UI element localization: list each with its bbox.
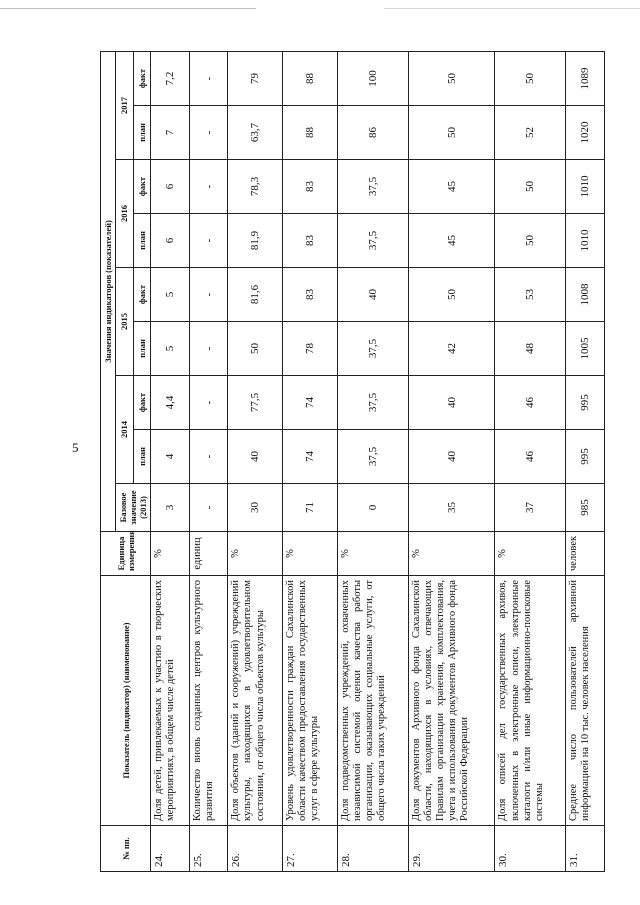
fact-value: 83 xyxy=(283,268,338,322)
fact-value: 6 xyxy=(151,160,190,214)
row-number: 26. xyxy=(228,826,283,872)
plan-value: 1010 xyxy=(566,214,605,268)
fact-value: 79 xyxy=(228,51,283,105)
fact-value: 53 xyxy=(495,268,566,322)
unit-cell: % xyxy=(495,532,566,576)
plan-value: 78 xyxy=(283,322,338,376)
header-plan: план xyxy=(133,430,151,484)
plan-value: 37,5 xyxy=(337,322,408,376)
plan-value: 63,7 xyxy=(228,106,283,160)
header-unit: Единица измерения xyxy=(101,532,151,576)
base-value: - xyxy=(189,484,228,532)
fact-value: 81,6 xyxy=(228,268,283,322)
unit-cell: % xyxy=(151,532,190,576)
scan-artifact-line xyxy=(0,8,640,9)
fact-value: 50 xyxy=(495,160,566,214)
fact-value: 88 xyxy=(283,51,338,105)
fact-value: 78,3 xyxy=(228,160,283,214)
header-plan: план xyxy=(133,322,151,376)
unit-cell: % xyxy=(283,532,338,576)
header-fact: факт xyxy=(133,376,151,430)
plan-value: - xyxy=(189,430,228,484)
indicator-name: Доля описей дел государственных архивов, включенных в электронные описи, электронные каталоги и/или иные информационно-поисковые системы xyxy=(495,576,566,826)
table-body xyxy=(151,51,605,871)
plan-value: 37,5 xyxy=(337,430,408,484)
plan-value: - xyxy=(189,106,228,160)
base-value: 985 xyxy=(566,484,605,532)
header-indicator: Показатель (индикатор) (наименование) xyxy=(101,576,151,826)
fact-value: 7,2 xyxy=(151,51,190,105)
table-row xyxy=(228,51,283,871)
header-year-2017: 2017 xyxy=(116,51,134,159)
rotated-table-container xyxy=(100,52,600,872)
fact-value: 74 xyxy=(283,376,338,430)
fact-value: 46 xyxy=(495,376,566,430)
header-fact: факт xyxy=(133,160,151,214)
fact-value: 40 xyxy=(408,376,495,430)
base-value: 3 xyxy=(151,484,190,532)
fact-value: 1008 xyxy=(566,268,605,322)
fact-value: 37,5 xyxy=(337,160,408,214)
fact-value: 83 xyxy=(283,160,338,214)
plan-value: 83 xyxy=(283,214,338,268)
base-value: 0 xyxy=(337,484,408,532)
row-number: 25. xyxy=(189,826,228,872)
plan-value: 48 xyxy=(495,322,566,376)
indicator-name: Доля детей, привлекаемых к участию в творческих мероприятиях, в общем числе детей xyxy=(151,576,190,826)
base-value: 71 xyxy=(283,484,338,532)
plan-value: 46 xyxy=(495,430,566,484)
indicators-table xyxy=(100,51,605,872)
table-row xyxy=(189,51,228,871)
plan-value: 81,9 xyxy=(228,214,283,268)
plan-value: 995 xyxy=(566,430,605,484)
fact-value: - xyxy=(189,268,228,322)
indicator-name: Количество вновь созданных центров культурного развития xyxy=(189,576,228,826)
fact-value: 45 xyxy=(408,160,495,214)
plan-value: 40 xyxy=(228,430,283,484)
table-row xyxy=(151,51,190,871)
unit-cell: % xyxy=(228,532,283,576)
header-plan: план xyxy=(133,214,151,268)
fact-value: - xyxy=(189,51,228,105)
fact-value: 77,5 xyxy=(228,376,283,430)
table-row xyxy=(495,51,566,871)
base-value: 37 xyxy=(495,484,566,532)
row-number: 24. xyxy=(151,826,190,872)
plan-value: 7 xyxy=(151,106,190,160)
fact-value: - xyxy=(189,376,228,430)
plan-value: 37,5 xyxy=(337,214,408,268)
plan-value: 86 xyxy=(337,106,408,160)
fact-value: 100 xyxy=(337,51,408,105)
header-fact: факт xyxy=(133,268,151,322)
indicator-name: Доля объектов (зданий и сооружений) учреждений культуры, находящихся в удовлетворительном состоянии, от общего числа объектов культуры xyxy=(228,576,283,826)
plan-value: - xyxy=(189,322,228,376)
page-number: 5 xyxy=(72,440,79,455)
header-values-group: Значения индикаторов (показателей) xyxy=(101,51,116,531)
plan-value: - xyxy=(189,214,228,268)
indicator-name: Доля подведомственных учреждений, охваченных независимой системой оценки качества работы организации, оказывающих социальные услуги, от общего числа таких учреждений xyxy=(337,576,408,826)
row-number: 27. xyxy=(283,826,338,872)
indicator-name: Среднее число пользователей архивной информацией на 10 тыс. человек населения xyxy=(566,576,605,826)
fact-value: 1010 xyxy=(566,160,605,214)
plan-value: 50 xyxy=(408,106,495,160)
row-number: 30. xyxy=(495,826,566,872)
fact-value: 4,4 xyxy=(151,376,190,430)
base-value: 30 xyxy=(228,484,283,532)
plan-value: 42 xyxy=(408,322,495,376)
table-row xyxy=(566,51,605,871)
row-number: 31. xyxy=(566,826,605,872)
row-number: 29. xyxy=(408,826,495,872)
fact-value: 37,5 xyxy=(337,376,408,430)
fact-value: 995 xyxy=(566,376,605,430)
row-number: 28. xyxy=(337,826,408,872)
header-base: Базовое значение (2013) xyxy=(116,484,151,532)
unit-cell: % xyxy=(337,532,408,576)
header-fact: факт xyxy=(133,51,151,105)
plan-value: 74 xyxy=(283,430,338,484)
plan-value: 50 xyxy=(228,322,283,376)
table-row xyxy=(337,51,408,871)
header-row-1 xyxy=(101,51,116,871)
table-row xyxy=(283,51,338,871)
plan-value: 6 xyxy=(151,214,190,268)
plan-value: 50 xyxy=(495,214,566,268)
plan-value: 1020 xyxy=(566,106,605,160)
table-header xyxy=(101,51,151,871)
indicator-name: Уровень удовлетворенности граждан Сахалинской области качеством предоставления государственных услуг в сфере культуры xyxy=(283,576,338,826)
header-year-2014: 2014 xyxy=(116,376,134,484)
header-year-2015: 2015 xyxy=(116,268,134,376)
fact-value: - xyxy=(189,160,228,214)
fact-value: 5 xyxy=(151,268,190,322)
plan-value: 52 xyxy=(495,106,566,160)
fact-value: 50 xyxy=(408,51,495,105)
plan-value: 5 xyxy=(151,322,190,376)
fact-value: 50 xyxy=(408,268,495,322)
table-row xyxy=(408,51,495,871)
fact-value: 1089 xyxy=(566,51,605,105)
base-value: 35 xyxy=(408,484,495,532)
plan-value: 1005 xyxy=(566,322,605,376)
plan-value: 4 xyxy=(151,430,190,484)
unit-cell: единиц xyxy=(189,532,228,576)
unit-cell: % xyxy=(408,532,495,576)
fact-value: 40 xyxy=(337,268,408,322)
plan-value: 88 xyxy=(283,106,338,160)
indicator-name: Доля документов Архивного фонда Сахалинской области, находящихся в условиях, отвечающих Правилам организации хранения, комплектования, учета и использования документов Архивного фонда Российской Федерации xyxy=(408,576,495,826)
header-num: № пп. xyxy=(101,826,151,872)
header-plan: план xyxy=(133,106,151,160)
header-year-2016: 2016 xyxy=(116,160,134,268)
plan-value: 45 xyxy=(408,214,495,268)
unit-cell: человек xyxy=(566,532,605,576)
fact-value: 50 xyxy=(495,51,566,105)
plan-value: 40 xyxy=(408,430,495,484)
